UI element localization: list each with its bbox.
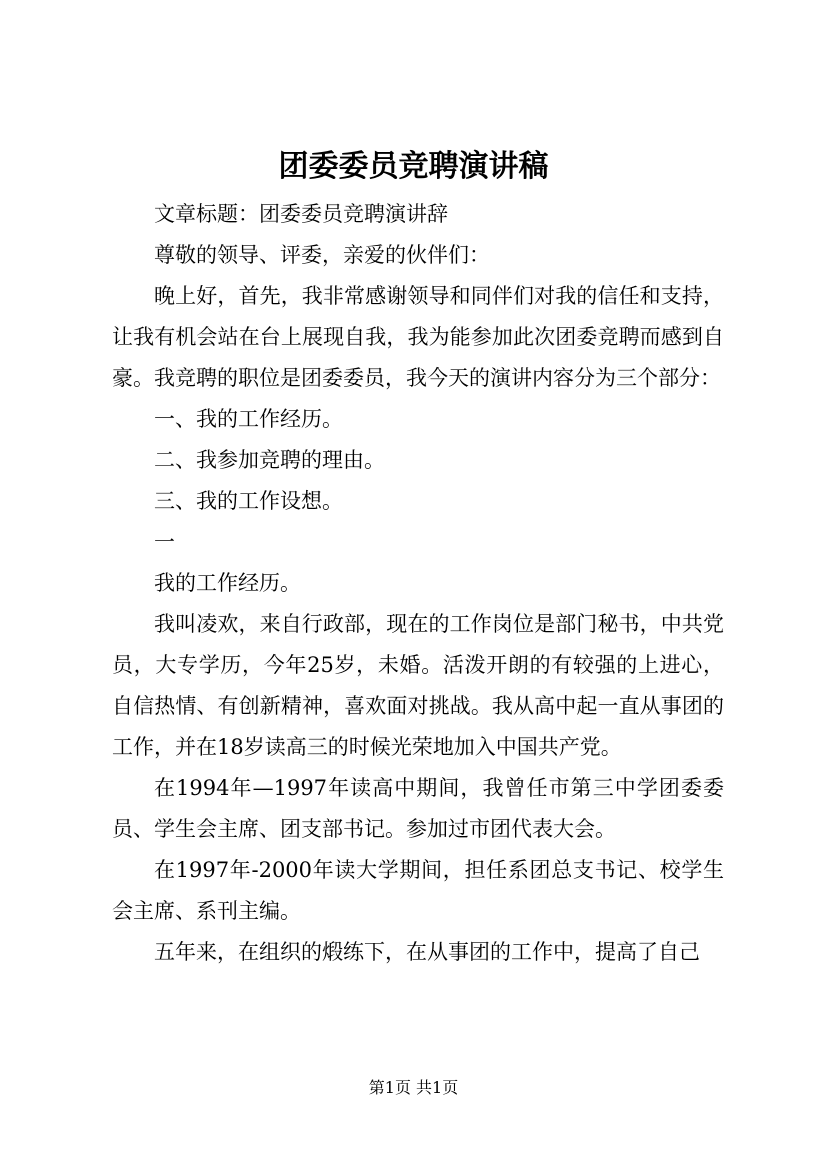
outline-item-1: 一、我的工作经历。 [154,407,343,431]
self-introduction-paragraph: 我叫凌欢，来自行政部，现在的工作岗位是部门秘书，中共党员，大专学历，今年25岁，未婚。活泼开朗的有较强的上进心，自信热情、有创新精神，喜欢面对挑战。我从高中起一直从事团的工作，并在18岁读高三的时候光荣地加入中国共产党。 [112,612,724,759]
page-footer: 第1页 共1页 [368,1078,459,1097]
article-title-line: 文章标题：团委委员竞聘演讲辞 [154,202,448,226]
section-heading: 我的工作经历。 [154,571,301,595]
outline-item-3: 三、我的工作设想。 [154,489,343,513]
opening-paragraph: 晚上好，首先，我非常感谢领导和同伴们对我的信任和支持，让我有机会站在台上展现自我，我为能参加此次团委竞聘而感到自豪。我竞聘的职位是团委委员，我今天的演讲内容分为三个部分： [112,284,724,390]
five-years-paragraph: 五年来，在组织的煅练下，在从事团的工作中，提高了自己 [154,940,700,964]
page-title: 团委委员竞聘演讲稿 [278,149,549,184]
document-body [112,194,724,973]
outline-item-2: 二、我参加竞聘的理由。 [154,448,385,472]
salutation-paragraph: 尊敬的领导、评委，亲爱的伙伴们： [154,243,490,267]
section-number: 一 [154,530,175,554]
university-paragraph: 在1997年-2000年读大学期间，担任系团总支书记、校学生会主席、系刊主编。 [112,858,724,923]
high-school-paragraph: 在1994年—1997年读高中期间，我曾任市第三中学团委委员、学生会主席、团支部书记。参加过市团代表大会。 [112,776,724,841]
